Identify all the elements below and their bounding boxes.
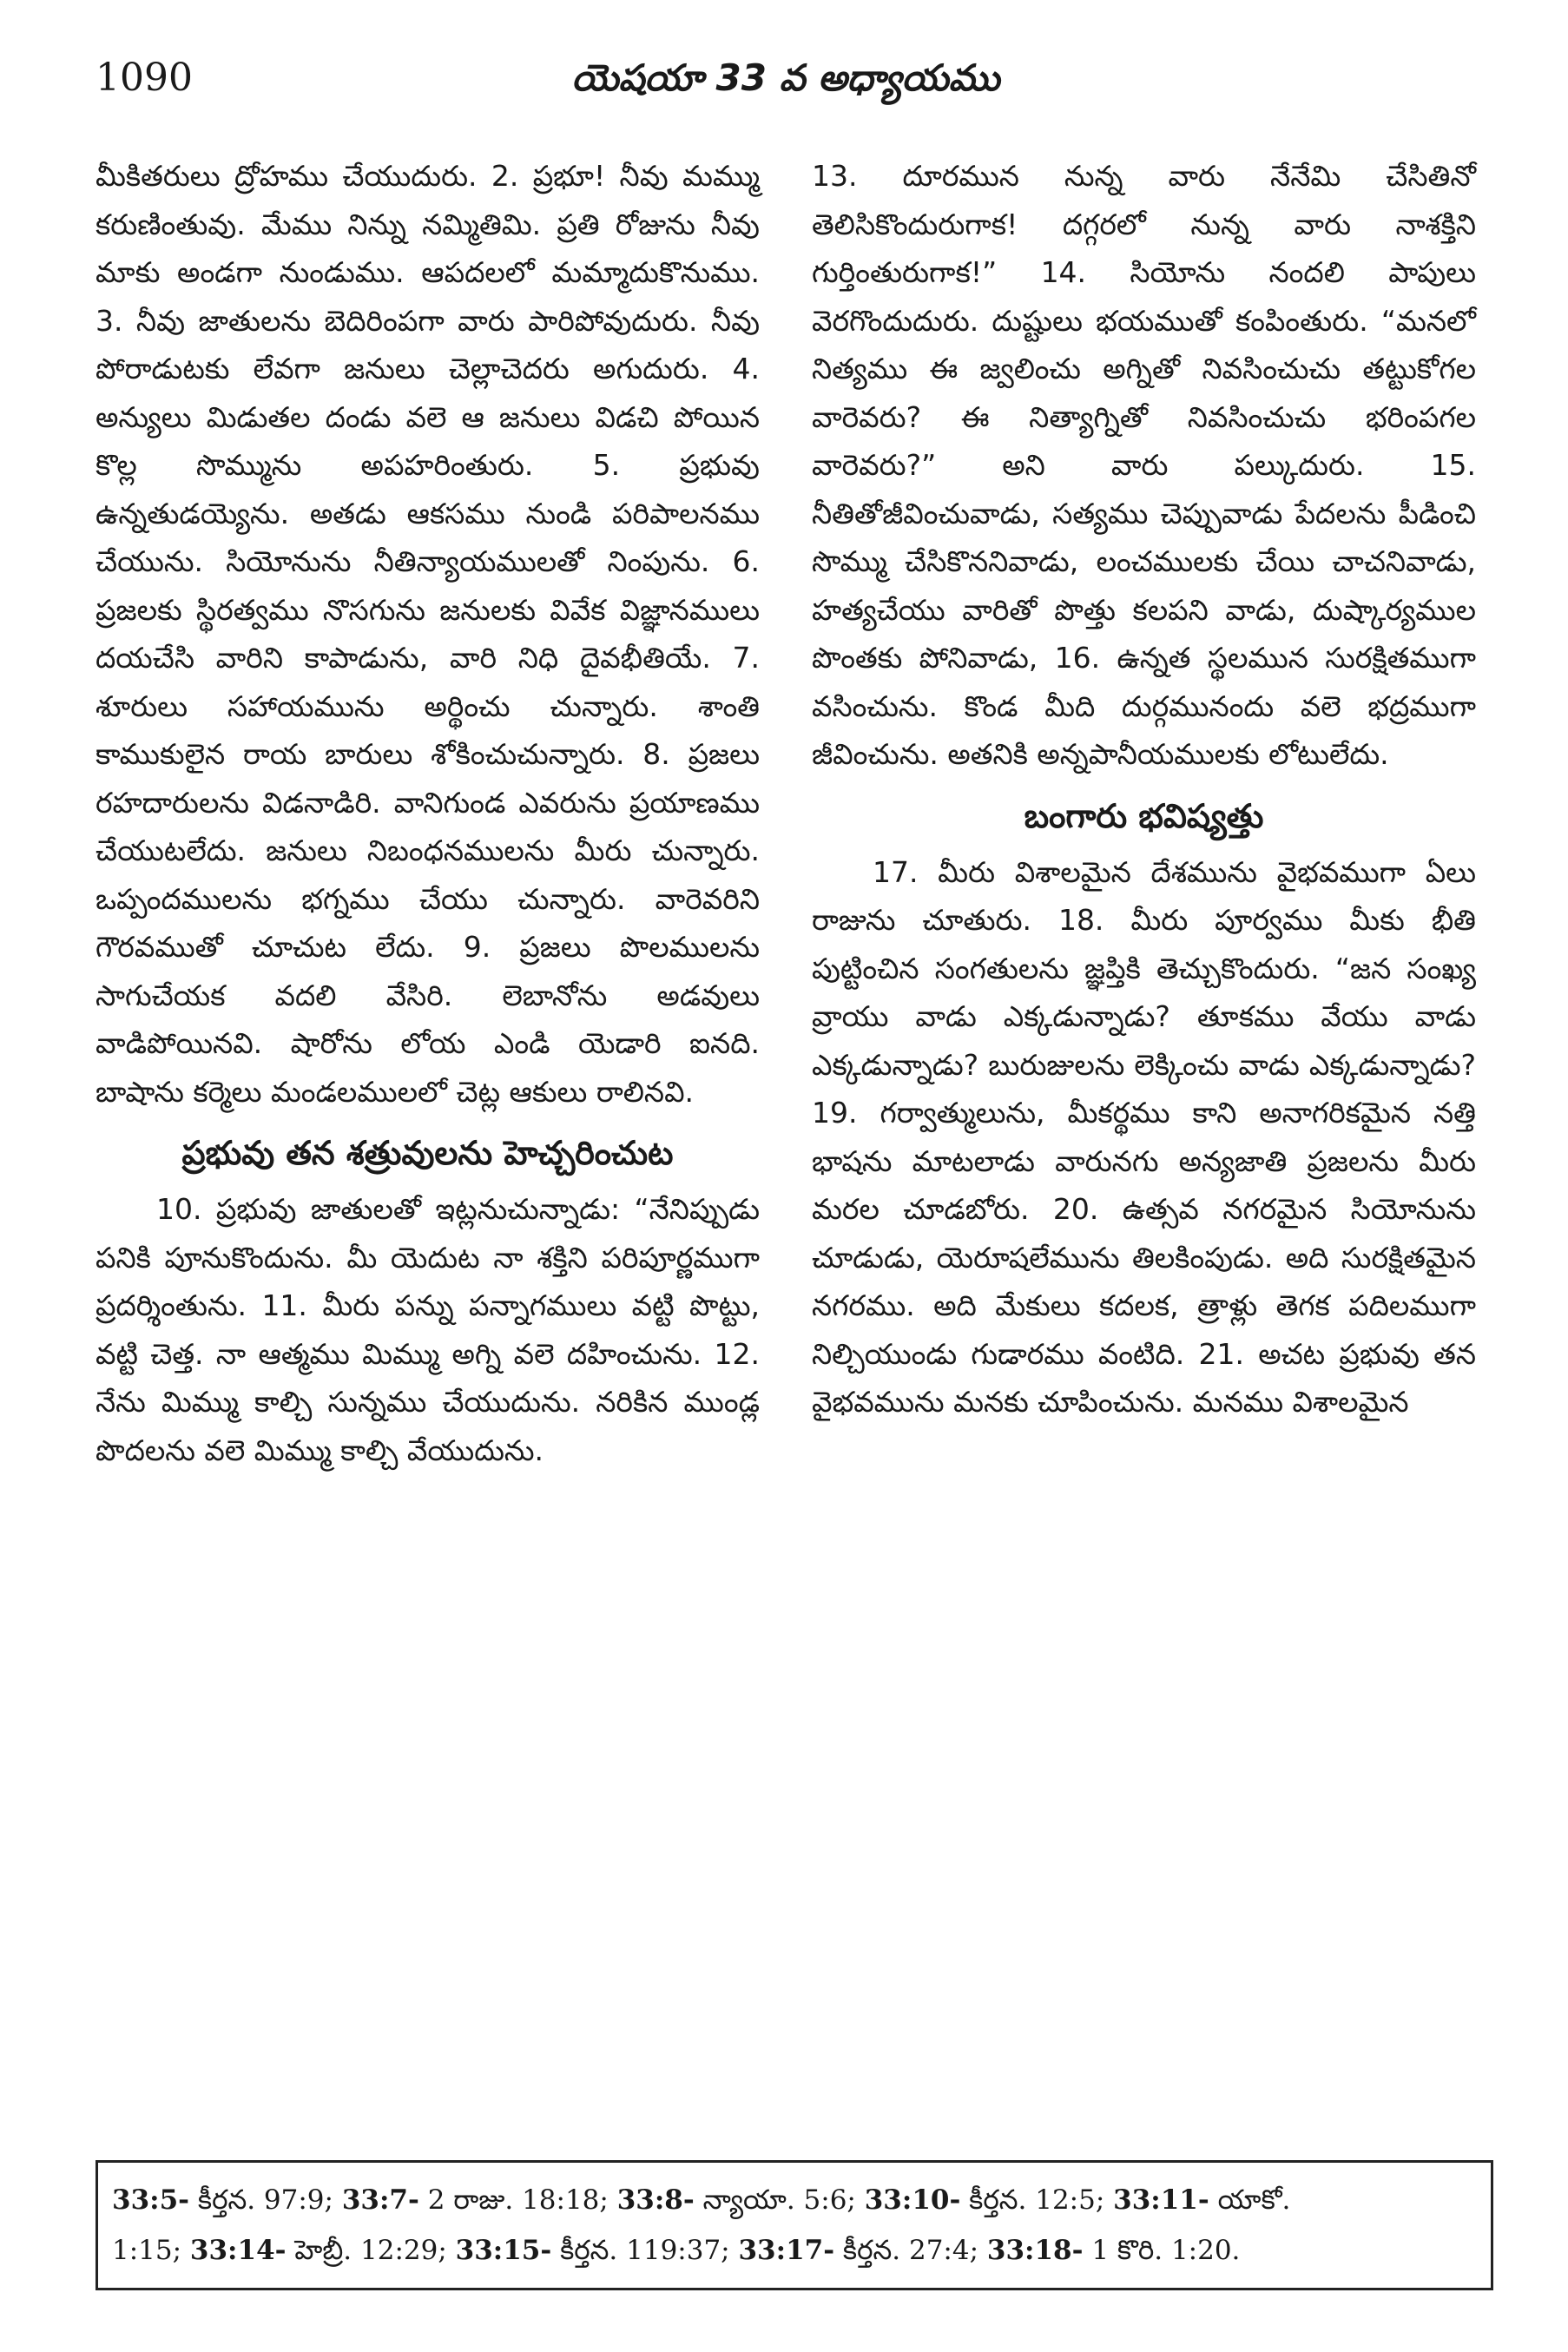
- right-paragraph-1: 13. దూరమున నున్న వారు నేనేమి చేసితినో తెలిసికొందురుగాక! దగ్గరలో నున్న వారు నాశక్తిని గుర్తింతురుగాక!” 14. సియోను నందలి పాపులు వెరగొందుదురు. దుష్టులు భయముతో కంపింతురు. “మనలో నిత్యము ఈ జ్వలించు అగ్నితో నివసించుచు తట్టుకోగల వారెవరు? ఈ నిత్యాగ్నితో నివసించుచు భరింపగల వారెవరు?” అని వారు పల్కుదురు. 15. నీతితోజీవించువాడు, సత్యము చెప్పువాడు పేదలను పీడించి సొమ్ము చేసికొననివాడు, లంచములకు చేయి చాచనివాడు, హత్యచేయు వారితో పొత్తు కలపని వాడు, దుష్కార్యముల పొంతకు పోనివాడు, 16. ఉన్నత స్థలమున సురక్షితముగా వసించును. కొండ మీది దుర్గమునందు వలె భద్రముగా జీవించును. అతనికి అన్నపానీయములకు లోటులేదు.: [812, 159, 1476, 771]
- footnote-text: 1:15;: [112, 2235, 190, 2266]
- footnote-text: 2 రాజు. 18:18;: [418, 2184, 617, 2216]
- footnote-text: కీర్తన. 12:5;: [960, 2184, 1114, 2216]
- footnote-ref: 33:10-: [864, 2184, 961, 2216]
- footnote-ref: 33:8-: [616, 2184, 695, 2216]
- footnote-text: కీర్తన. 27:4;: [834, 2235, 987, 2266]
- footnote-line-1: [112, 2175, 1477, 2225]
- right-column: [812, 152, 1476, 1426]
- section-heading-golden-future: బంగారు భవిష్యత్తు: [1024, 796, 1264, 835]
- page-number: 1090: [96, 56, 193, 100]
- footnote-ref: 33:14-: [189, 2235, 287, 2266]
- text-columns: [96, 152, 1476, 2131]
- left-column: [96, 152, 760, 1474]
- page-header: [96, 43, 1476, 113]
- footnote-text: కీర్తన. 97:9;: [189, 2184, 342, 2216]
- footnote-ref: 33:15-: [455, 2235, 552, 2266]
- footnote-ref: 33:11-: [1113, 2184, 1209, 2216]
- cross-reference-box: [96, 2160, 1493, 2290]
- section-heading-warning: ప్రభువు తన శత్రువులను హెచ్చరించుట: [181, 1134, 674, 1172]
- footnote-ref: 33:17-: [738, 2235, 835, 2266]
- left-paragraph-1: మీకితరులు ద్రోహము చేయుదురు. 2. ప్రభూ! నీవు మమ్ము కరుణింతువు. మేము నిన్ను నమ్మితిమి. ప్రతి రోజును నీవు మాకు అండగా నుండుము. ఆపదలలో మమ్మాదుకొనుము. 3. నీవు జాతులను బెదిరింపగా వారు పారిపోవుదురు. నీవు పోరాడుటకు లేవగా జనులు చెల్లాచెదరు అగుదురు. 4. అన్యులు మిడుతల దండు వలె ఆ జనులు విడచి పోయిన కొల్ల సొమ్మును అపహరింతురు. 5. ప్రభువు ఉన్నతుడయ్యెను. అతడు ఆకసము నుండి పరిపాలనము చేయును. సియోనును నీతిన్యాయములతో నింపును. 6. ప్రజలకు స్థిరత్వము నొసగును జనులకు వివేక విజ్ఞానములు దయచేసి వారిని కాపాడును, వారి నిధి దైవభీతియే. 7. శూరులు సహాయమును అర్థించు చున్నారు. శాంతి కాముకులైన రాయ బారులు శోకించుచున్నారు. 8. ప్రజలు రహదారులను విడనాడిరి. వానిగుండ ఎవరును ప్రయాణము చేయుటలేదు. జనులు నిబంధనములను మీరు చున్నారు. ఒప్పందములను భగ్నము చేయు చున్నారు. వారెవరిని గౌరవముతో చూచుట లేదు. 9. ప్రజలు పొలములను సాగుచేయక వదలి వేసిరి. లెబానోను అడవులు వాడిపోయినవి. షారోను లోయ ఎండి యెడారి ఐనది. బాషాను కర్మెలు మండలములలో చెట్ల ఆకులు రాలినవి.: [96, 159, 760, 1109]
- footnote-ref: 33:18-: [986, 2235, 1084, 2266]
- left-paragraph-2: 10. ప్రభువు జాతులతో ఇట్లనుచున్నాడు: “నేనిప్పుడు పనికి పూనుకొందును. మీ యెదుట నా శక్తిని పరిపూర్ణముగా ప్రదర్శింతును. 11. మీరు పన్ను పన్నాగములు వట్టి పొట్టు, వట్టి చెత్త. నా ఆత్మము మిమ్ము అగ్ని వలె దహించును. 12. నేను మిమ్ము కాల్చి సున్నము చేయుదును. నరికిన ముండ్ల పొదలను వలె మిమ్ము కాల్చి వేయుదును.: [96, 1192, 760, 1467]
- footnote-line-2: [112, 2225, 1477, 2276]
- footnote-text: కీర్తన. 119:37;: [551, 2235, 739, 2266]
- footnote-text: 1 కొరి. 1:20.: [1083, 2235, 1241, 2266]
- footnote-text: న్యాయా. 5:6;: [694, 2184, 865, 2216]
- footnote-ref: 33:7-: [341, 2184, 419, 2216]
- running-title: యెషయా 33 వ అధ్యాయము: [571, 56, 1000, 99]
- footnote-ref: 33:5-: [112, 2184, 190, 2216]
- footnote-text: హెబ్రీ. 12:29;: [286, 2235, 456, 2266]
- footnote-text: యాకో.: [1209, 2184, 1291, 2216]
- right-paragraph-2: 17. మీరు విశాలమైన దేశమును వైభవముగా ఏలు రాజును చూతురు. 18. మీరు పూర్వము మీకు భీతి పుట్టించిన సంగతులను జ్ఞప్తికి తెచ్చుకొందురు. “జన సంఖ్య వ్రాయు వాడు ఎక్కడున్నాడు? తూకము వేయు వాడు ఎక్కడున్నాడు? బురుజులను లెక్కించు వాడు ఎక్కడున్నాడు? 19. గర్వాత్ములును, మీకర్థము కాని అనాగరికమైన నత్తి భాషను మాటలాడు వారునగు అన్యజాతి ప్రజలను మీరు మరల చూడబోరు. 20. ఉత్సవ నగరమైన సియోనును చూడుడు, యెరూషలేమును తిలకింపుడు. అది సురక్షితమైన నగరము. అది మేకులు కదలక, త్రాళ్లు తెగక పదిలముగా నిల్చియుండు గుడారము వంటిది. 21. అచట ప్రభువు తన వైభవమును మనకు చూపించును. మనము విశాలమైన: [812, 854, 1476, 1419]
